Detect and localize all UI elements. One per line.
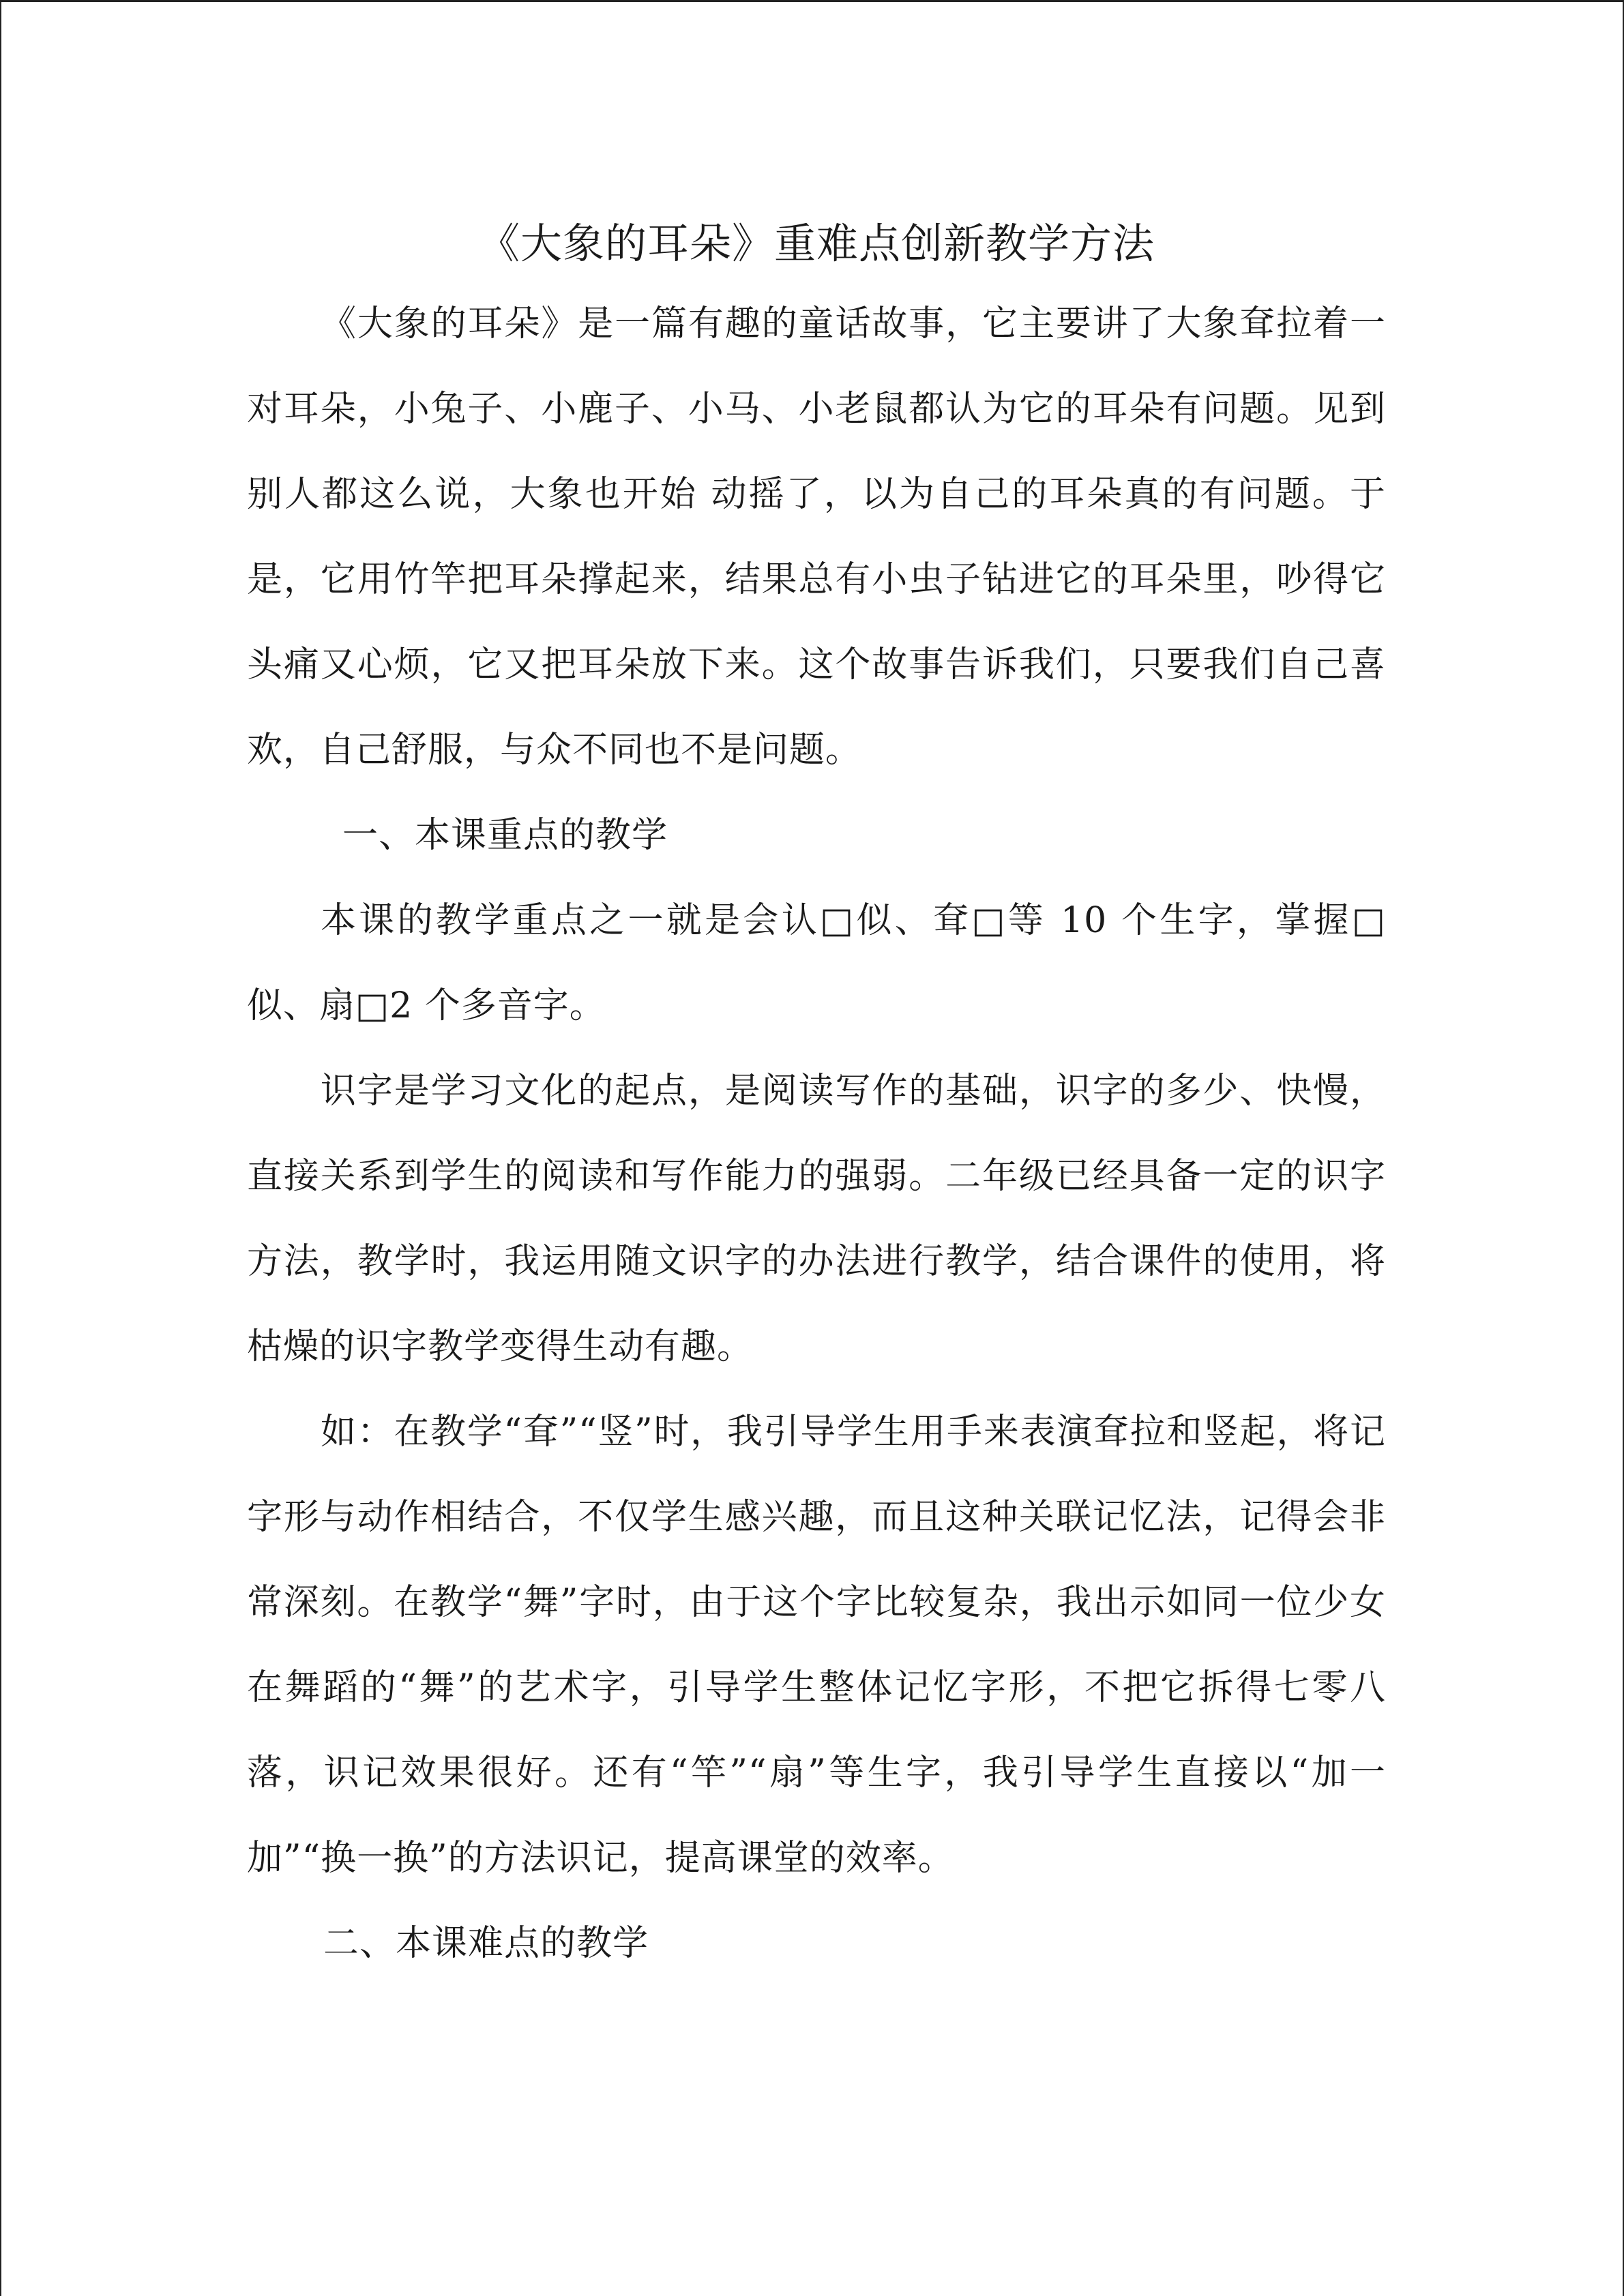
section-heading-key-points: 一、本课重点的教学 <box>342 815 668 856</box>
section1-paragraph-3: 如：在教学“耷”“竖”时，我引导学生用手来表演耷拉和竖起，将记字形与动作相结合，不仅学生感兴趣，而且这种关联记忆法，记得会非常深刻。在教学“舞”字时，由于这个字比较复杂，我出示如同一位少女在舞蹈的“舞”的艺术字，引导学生整体记忆字形，不把它拆得七零八落，识记效果很好。还有“竿”“扇”等生字，我引导学生直接以“加一加”“换一换”的方法识记，提高课堂的效率。 <box>247 1412 1386 1879</box>
document-body <box>247 207 1386 1986</box>
intro-paragraph: 《大象的耳朵》是一篇有趣的童话故事，它主要讲了大象耷拉着一对耳朵，小兔子、小鹿子、小马、小老鼠都认为它的耳朵有问题。见到别人都这么说，大象也开始 动摇了，以为自己的耳朵真的有问题。于是，它用竹竿把耳朵撑起来，结果总有小虫子钻进它的耳朵里，吵得它头痛又心烦，它又把耳朵放下来。这个故事告诉我们，只要我们自己喜欢，自己舒服，与众不同也不是问题。 <box>247 303 1386 771</box>
section1-paragraph-2: 识字是学习文化的起点，是阅读写作的基础，识字的多少、快慢，直接关系到学生的阅读和写作能力的强弱。二年级已经具备一定的识字方法，教学时，我运用随文识字的办法进行教学，结合课件的使用，将枯燥的识字教学变得生动有趣。 <box>247 1071 1386 1367</box>
document-title: 《大象的耳朵》重难点创新教学方法 <box>477 220 1155 268</box>
section-heading-difficult-points: 二、本课难点的教学 <box>323 1923 649 1964</box>
section1-paragraph-1: 本课的教学重点之一就是会认□似、耷□等 10 个生字，掌握□似、扇□2 个多音字。 <box>247 900 1386 1026</box>
